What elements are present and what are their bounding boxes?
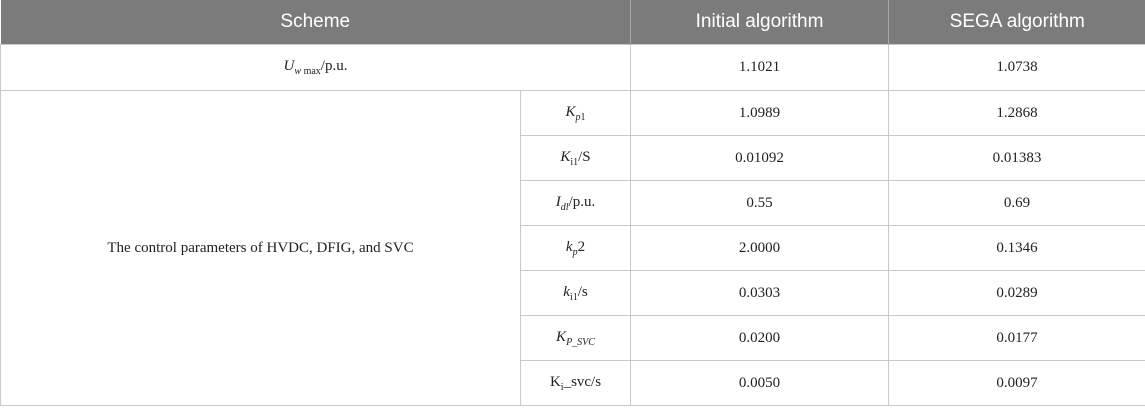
initial-value: 1.0989 <box>631 91 889 136</box>
initial-value: 0.55 <box>631 181 889 226</box>
sega-value: 1.0738 <box>889 45 1145 91</box>
param-label: $K_{P\_SVC}$ <box>521 316 631 361</box>
sega-value: 0.01383 <box>889 136 1145 181</box>
header-row <box>1 0 1145 45</box>
sega-value: 0.0289 <box>889 271 1145 316</box>
initial-value: 0.0303 <box>631 271 889 316</box>
sega-value: 0.69 <box>889 181 1145 226</box>
param-label: $K_{p1}$ <box>521 91 631 136</box>
param-label: $k_p2$ <box>521 226 631 271</box>
initial-value: 0.01092 <box>631 136 889 181</box>
sega-value: 0.0177 <box>889 316 1145 361</box>
param-label: $K_i\_svc/s$ <box>521 361 631 406</box>
param-label: $k_{i1}/s$ <box>521 271 631 316</box>
row-label: $U_{w max}/p.u$. <box>1 45 631 91</box>
group-label: The control parameters of HVDC, DFIG, and SVC <box>1 91 521 406</box>
table-row <box>1 45 1145 91</box>
sega-value: 0.0097 <box>889 361 1145 406</box>
param-label: $I_{dl}/p.u$. <box>521 181 631 226</box>
initial-value: 2.0000 <box>631 226 889 271</box>
initial-value: 0.0200 <box>631 316 889 361</box>
sega-value: 1.2868 <box>889 91 1145 136</box>
header-initial-algorithm: Initial algorithm <box>631 0 889 45</box>
initial-value: 0.0050 <box>631 361 889 406</box>
sega-value: 0.1346 <box>889 226 1145 271</box>
header-sega-algorithm: SEGA algorithm <box>889 0 1145 45</box>
table-row <box>1 91 1145 136</box>
param-label: $K_{i1}/S$ <box>521 136 631 181</box>
header-scheme: Scheme <box>1 0 631 45</box>
initial-value: 1.1021 <box>631 45 889 91</box>
